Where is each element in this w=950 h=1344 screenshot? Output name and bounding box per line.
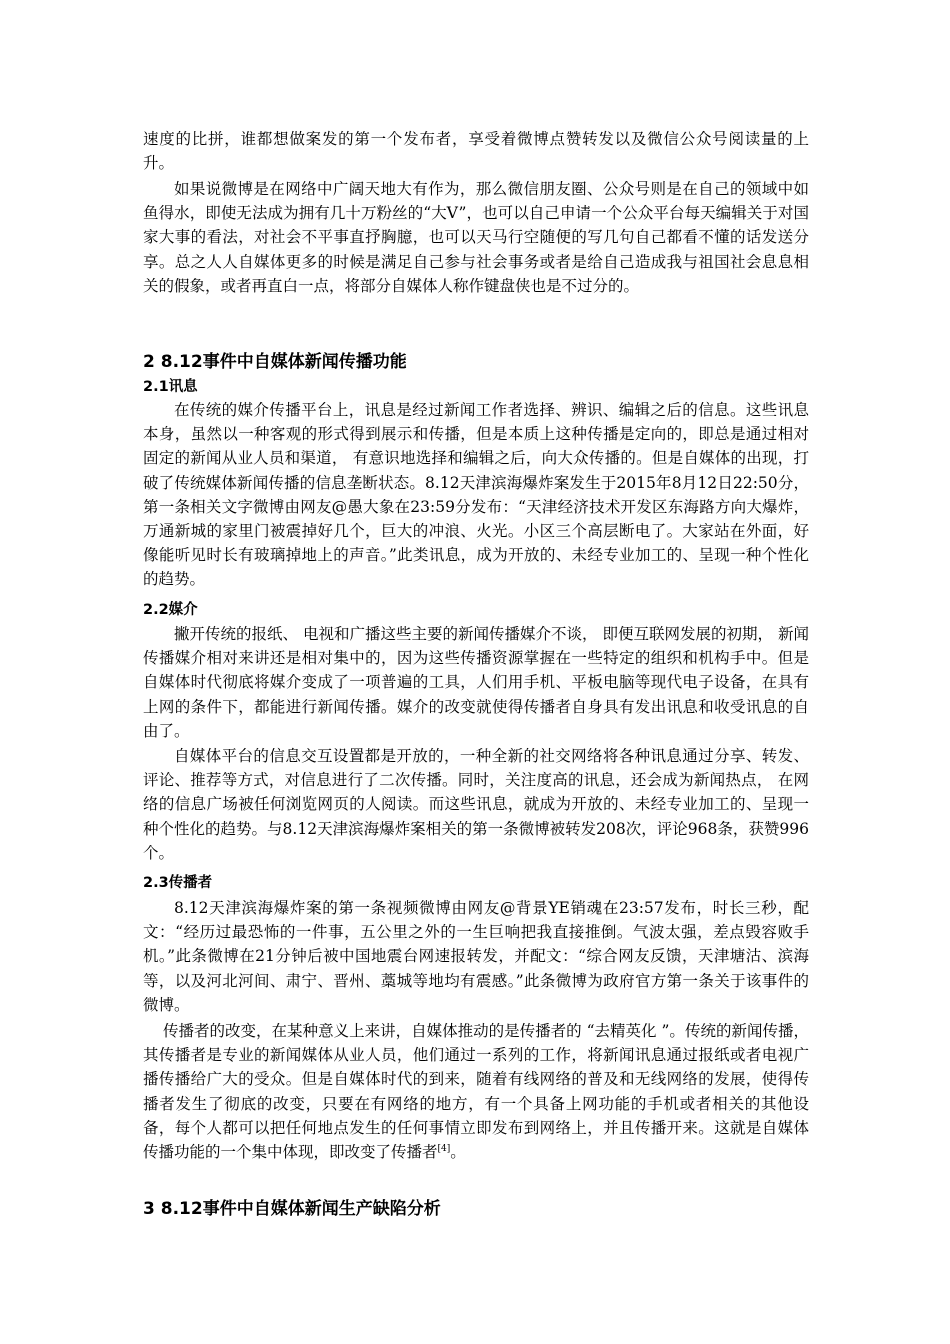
paragraph-intro-tail: 速度的比拼，谁都想做案发的第一个发布者，享受着微博点赞转发以及微信公众号阅读量的上升。 xyxy=(143,130,809,173)
subheading-2-3: 2.3传播者 xyxy=(143,875,213,891)
subheading-2-1: 2.1讯息 xyxy=(143,379,198,395)
paragraph-2-3b-end: 。 xyxy=(450,1143,466,1162)
paragraph-2-2b: 自媒体平台的信息交互设置都是开放的，一种全新的社交网络将各种讯息通过分享、转发、评论、推荐等方式，对信息进行了二次传播。同时，关注度高的讯息，还会成为新闻热点， 在网络的信息广场被任何浏览网页的人阅读。而这些讯息，就成为开放的、未经专业加工的、呈现一种个性化的趋势。与8.12天津滨海爆炸案相关的第一条微博被转发208次，评论968条，获赞996个。 xyxy=(143,747,809,862)
paragraph-2-3a: 8.12天津滨海爆炸案的第一条视频微博由网友@背景YE销魂在23:57发布，时长三秒，配文：“经历过最恐怖的一件事，五公里之外的一生巨响把我直接推倒。气波太强，差点毁容败手机。”此条微博在21分钟后被中国地震台网速报转发，并配文：“综合网友反馈，天津塘沽、滨海等，以及河北河间、肃宁、晋州、藁城等地均有震感。”此条微博为政府官方第一条关于该事件的微博。 xyxy=(143,899,809,1014)
paragraph-2-1: 在传统的媒介传播平台上，讯息是经过新闻工作者选择、辨识、编辑之后的信息。这些讯息本身，虽然以一种客观的形式得到展示和传播，但是本质上这种传播是定向的，即总是通过相对固定的新闻从业人员和渠道， 有意识地选择和编辑之后，向大众传播的。但是自媒体的出现，打破了传统媒体新闻传播的信息垄断状态。8.12天津滨海爆炸案发生于2015年8月12日22:50分，第一条相关文字微博由网友@愚大象在23:59分发布：“天津经济技术开发区东海路方向大爆炸，万通新城的家里门被震掉好几个，巨大的冲浪、火光。小区三个高层断电了。大家站在外面，好像能听见时长有玻璃掉地上的声音。”此类讯息，成为开放的、未经专业加工的、呈现一种个性化的趋势。 xyxy=(143,401,809,589)
citation-ref: [4] xyxy=(437,1143,451,1154)
section-heading-2: 2 8.12事件中自媒体新闻传播功能 xyxy=(143,352,407,372)
subheading-2-2: 2.2媒介 xyxy=(143,602,198,618)
paragraph-2-3b xyxy=(143,1019,809,1164)
section-heading-3: 3 8.12事件中自媒体新闻生产缺陷分析 xyxy=(143,1199,441,1219)
paragraph-2-3b-text: 传播者的改变，在某种意义上来讲，自媒体推动的是传播者的 “去精英化 ”。传统的新闻传播，其传播者是专业的新闻媒体从业人员，他们通过一系列的工作，将新闻讯息通过报纸或者电视广播传播给广大的受众。但是自媒体时代的到来，随着有线网络的普及和无线网络的发展，使得传播者发生了彻底的改变，只要在有网络的地方，有一个具备上网功能的手机或者相关的其他设备，每个人都可以把任何地点发生的任何事情立即发布到网络上，并且传播开来。这就是自媒体传播功能的一个集中体现，即改变了传播者 xyxy=(143,1022,809,1162)
paragraph-weixin: 如果说微博是在网络中广阔天地大有作为，那么微信朋友圈、公众号则是在自己的领域中如鱼得水，即使无法成为拥有几十万粉丝的“大V”，也可以自己申请一个公众平台每天编辑关于对国家大事的看法，对社会不平事直抒胸臆，也可以天马行空随便的写几句自己都看不懂的话发送分享。总之人人自媒体更多的时候是满足自己参与社会事务或者是给自己造成我与祖国社会息息相关的假象，或者再直白一点，将部分自媒体人称作键盘侠也是不过分的。 xyxy=(143,180,809,295)
paragraph-2-2a: 撇开传统的报纸、 电视和广播这些主要的新闻传播媒介不谈， 即便互联网发展的初期， 新闻传播媒介相对来讲还是相对集中的，因为这些传播资源掌握在一些特定的组织和机构手中。但是自媒体时代彻底将媒介变成了一项普遍的工具，人们用手机、平板电脑等现代电子设备，在具有上网的条件下，都能进行新闻传播。媒介的改变就使得传播者自身具有发出讯息和收受讯息的自由了。 xyxy=(143,625,809,740)
